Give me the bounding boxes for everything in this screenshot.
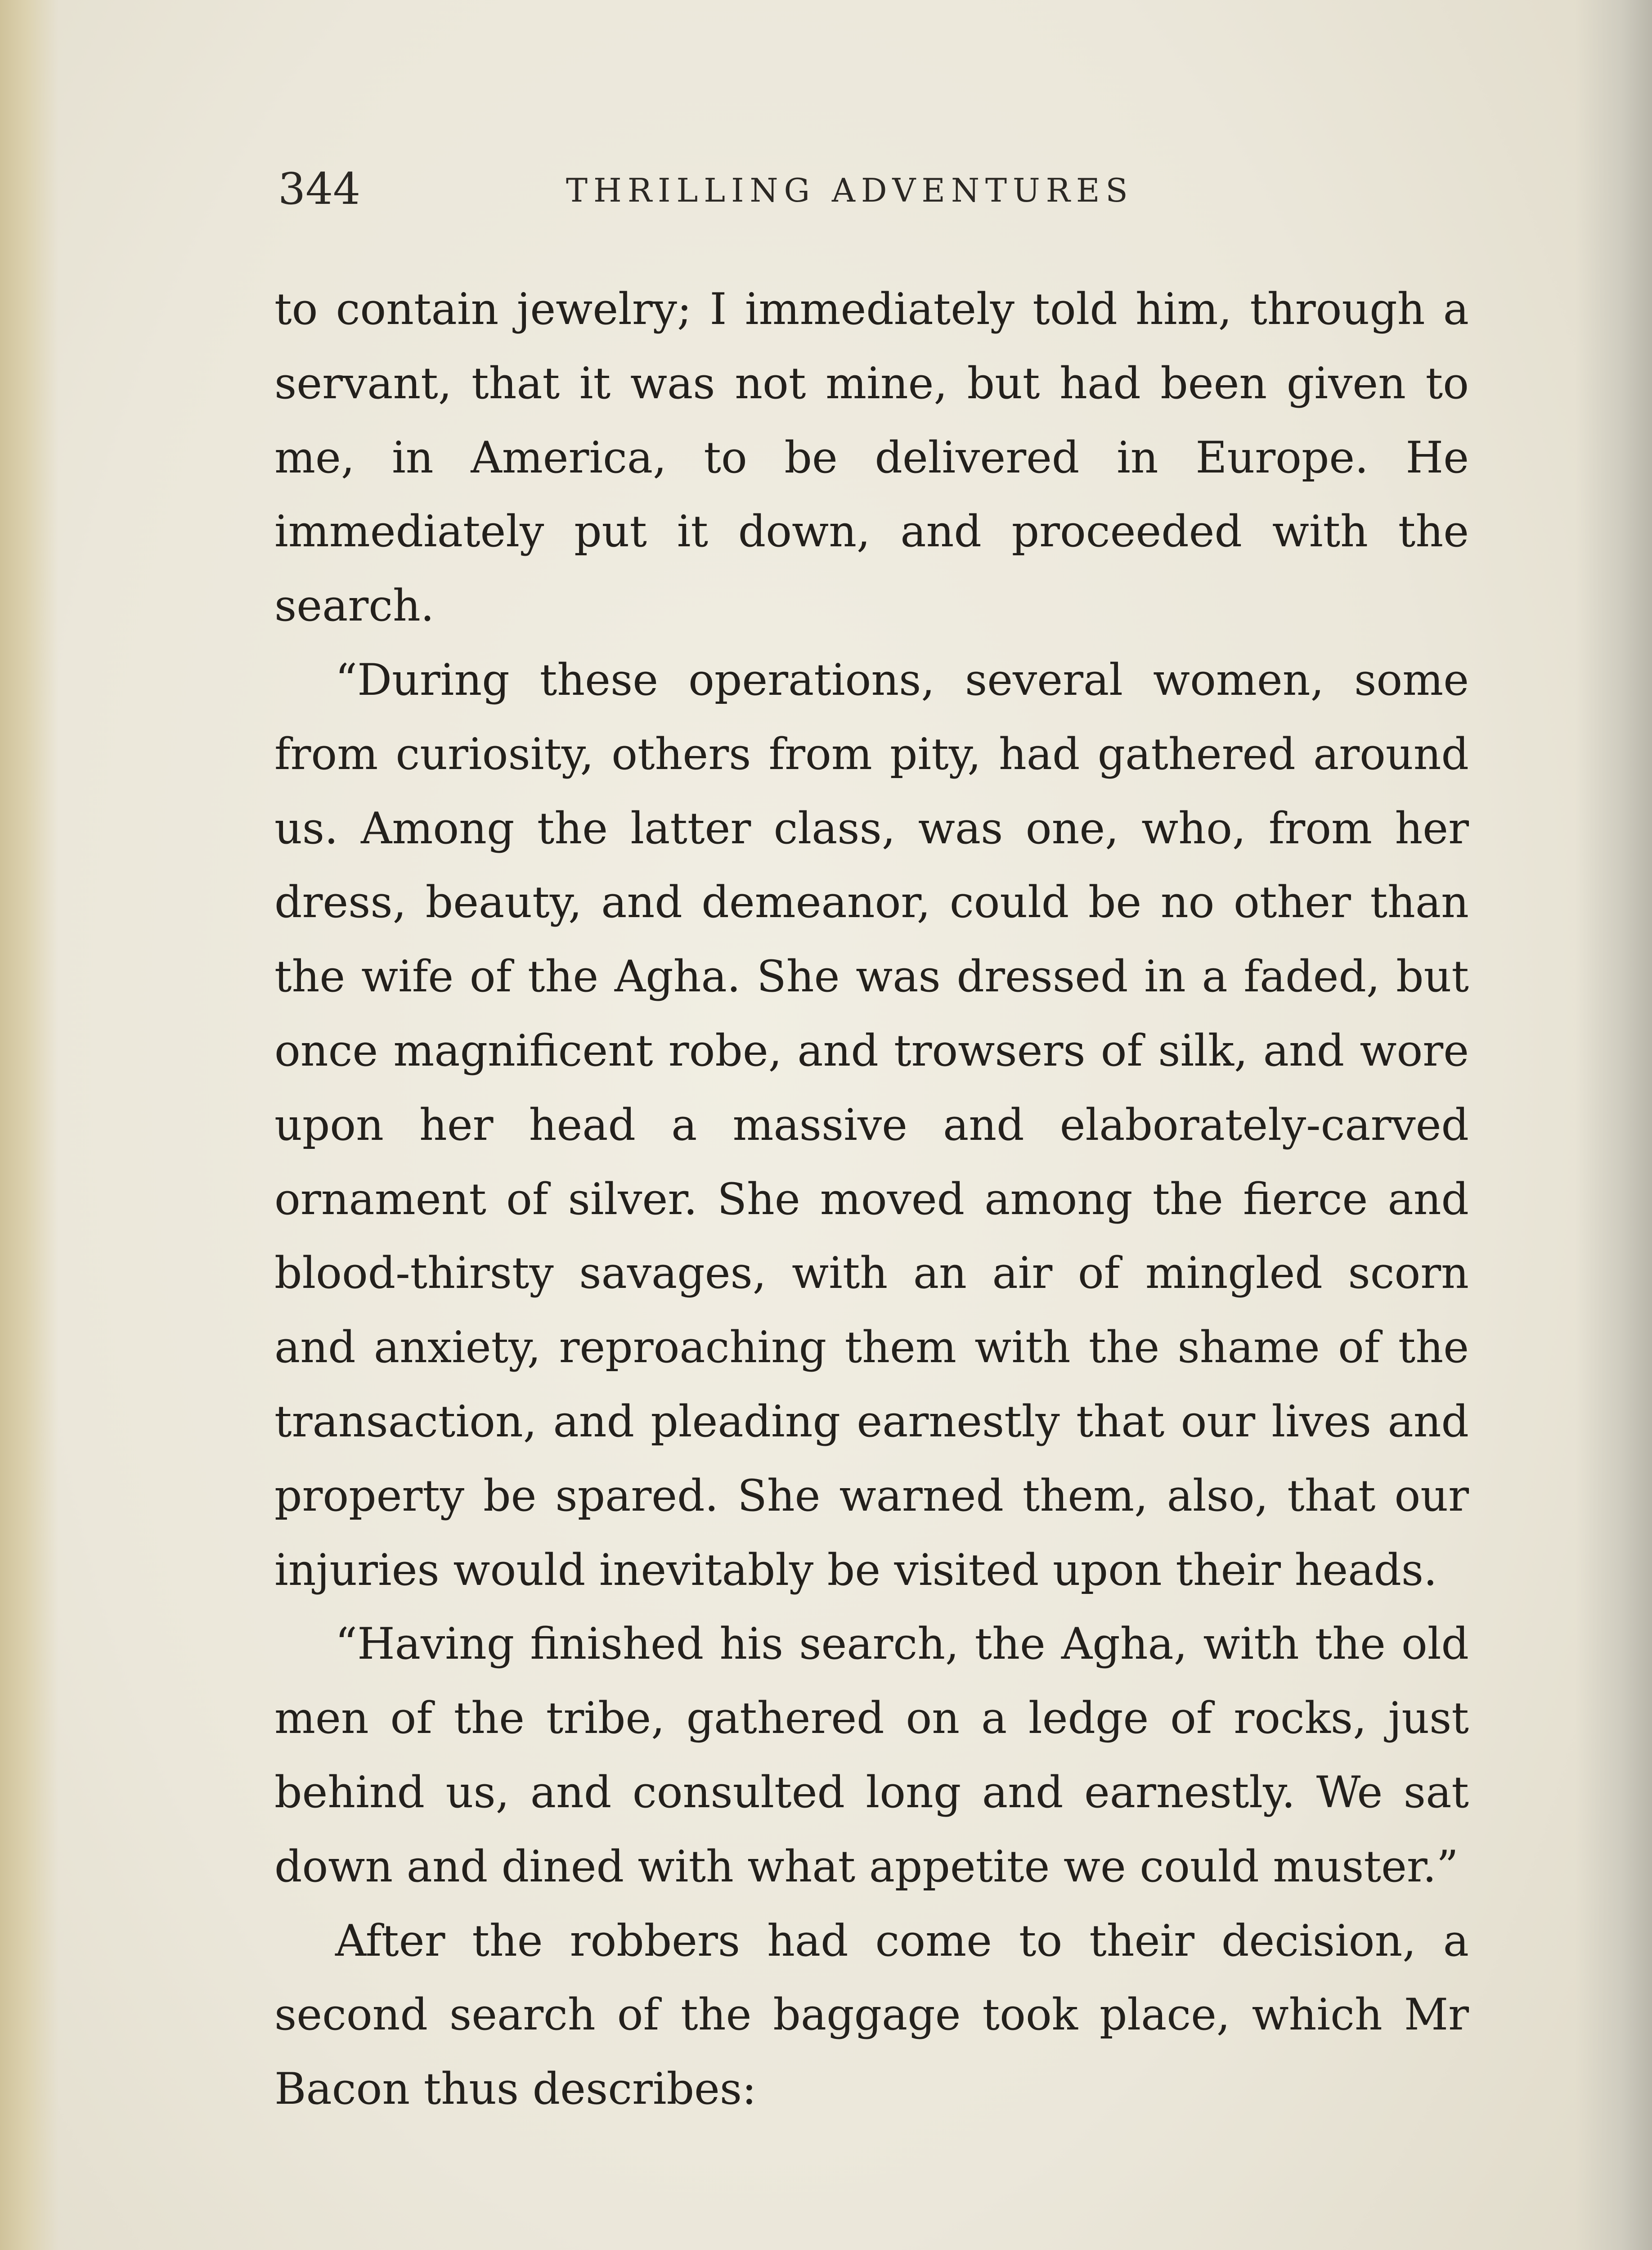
body-text [274, 272, 1469, 2126]
paragraph: “During these operations, several women, some from curiosity, others from pity, had gathered around us. Among the latter class, was one, who, from her dress, beauty, and demeanor, could be no other than the wife of the Agha. She was dressed in a faded, but once magnificent robe, and trowsers of silk, and wore upon her head a massive and elaborately-carved ornament of silver. She moved among the fierce and blood-thirsty savages, with an air of mingled scorn and anxiety, reproaching them with the shame of the transaction, and pleading earnestly that our lives and property be spared. She warned them, also, that our injuries would inevitably be visited upon their heads. [274, 654, 1469, 1595]
paragraph: “Having finished his search, the Agha, with the old men of the tribe, gathered on a ledge of rocks, just behind us, and consulted long and earnestly. We sat down and dined with what appetite we could muster.” [274, 1619, 1469, 1892]
running-head: THRILLING ADVENTURES [566, 171, 1134, 209]
paragraph: to contain jewelry; I immediately told him, through a servant, that it was not mine, but had been given to me, in America, to be delivered in Europe. He immediately put it down, and proceeded with the search. [274, 284, 1469, 631]
page-edge-shadow [1576, 0, 1652, 2250]
page-number: 344 [278, 164, 361, 214]
page-header [278, 158, 1470, 220]
paragraph: After the robbers had come to their decision, a second search of the baggage took place, which Mr Bacon thus describes: [274, 1915, 1469, 2115]
page-gutter-shadow [0, 0, 58, 2250]
